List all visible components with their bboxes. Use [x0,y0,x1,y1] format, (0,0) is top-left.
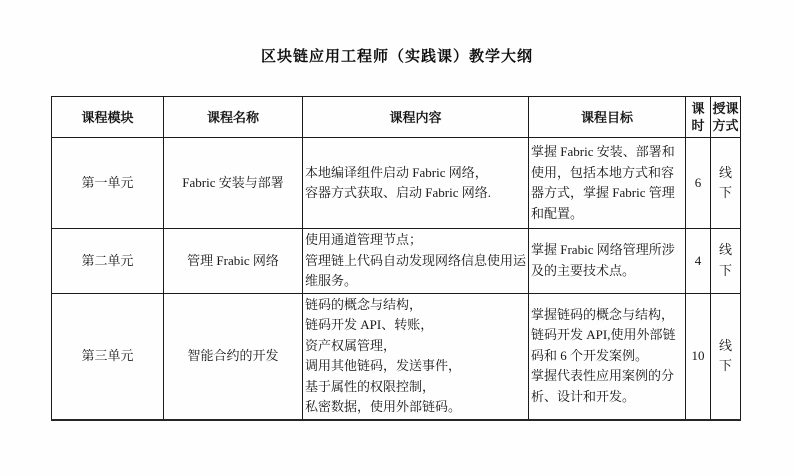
course-name-cell: 智能合约的开发 [164,293,303,420]
col-header-objective: 课程目标 [529,97,686,138]
content-line: 链码开发 API、转账， [305,317,434,332]
col-header-module: 课程模块 [52,97,164,138]
syllabus-table [51,96,741,421]
objective-paragraph: 掌握链码的概念与结构，链码开发 API,使用外部链码和 6 个开发案例。 [531,306,676,363]
course-objective-cell [529,138,686,229]
content-line: 管理链上代码自动发现网络信息使用运维服务。 [305,252,527,288]
course-content-cell [303,138,529,229]
method-cell: 线下 [711,138,741,229]
course-content-cell [303,293,529,420]
content-line: 容器方式获取、启动 Fabric 网络. [305,185,491,200]
col-header-method: 授课方式 [711,97,741,138]
content-line: 本地编译组件启动 Fabric 网络， [305,164,488,180]
method-cell: 线下 [711,293,741,420]
hours-cell: 6 [686,138,711,229]
col-header-content: 课程内容 [303,97,529,138]
module-cell: 第二单元 [52,229,164,294]
col-header-hours: 课时 [686,97,711,138]
objective-paragraph: 掌握 Frabic 网络管理所涉及的主要技术点。 [531,242,675,278]
content-line: 资产权属管理， [305,337,397,353]
module-cell: 第三单元 [52,293,164,420]
col-header-name: 课程名称 [164,97,303,138]
table-row-unit1 [52,138,741,229]
objective-paragraph: 掌握 Fabric 安装、部署和使用，包括本地方式和容器方式，掌握 Fabric 管理和配置。 [531,144,675,221]
hours-cell: 10 [686,293,711,420]
content-line: 调用其他链码，发送事件， [305,358,462,373]
course-objective-cell [529,293,686,420]
objective-paragraph: 掌握代表性应用案例的分析、设计和开发。 [531,368,675,404]
course-content-cell [303,229,529,294]
content-line: 基于属性的权限控制， [305,378,436,394]
module-cell: 第一单元 [52,138,164,229]
table-header-row [52,97,741,138]
content-line: 使用通道管理节点； [305,232,423,247]
course-objective-cell [529,229,686,294]
table-row-unit3 [52,293,741,420]
hours-cell: 4 [686,229,711,294]
course-name-cell: 管理 Frabic 网络 [164,229,303,294]
content-line: 私密数据，使用外部链码。 [305,399,462,414]
method-cell: 线下 [711,229,741,294]
page-title: 区块链应用工程师（实践课）教学大纲 [260,49,533,65]
table-row-unit2 [52,229,741,294]
content-line: 链码的概念与结构， [305,296,423,312]
course-name-cell: Fabric 安装与部署 [164,138,303,229]
